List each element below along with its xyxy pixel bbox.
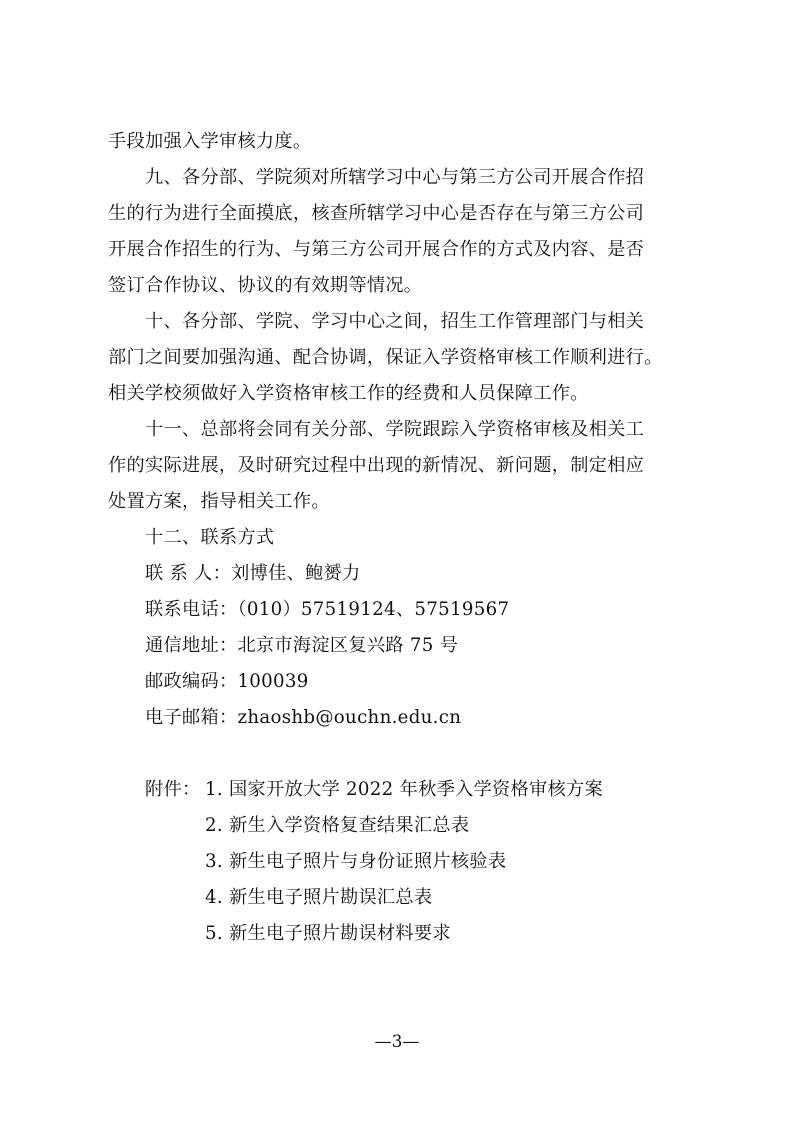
- text-line: 相关学校须做好入学资格审核工作的经费和人员保障工作。: [108, 383, 589, 404]
- text-line: 开展合作招生的行为、与第三方公司开展合作的方式及内容、是否: [108, 239, 645, 260]
- text-line: 手段加强入学审核力度。: [108, 131, 312, 152]
- text-line: 生的行为进行全面摸底，核查所辖学习中心是否存在与第三方公司: [108, 203, 645, 224]
- attachment-item: 2. 新生入学资格复查结果汇总表: [205, 815, 470, 836]
- contact-person: 联 系 人：刘博佳、鲍赟力: [145, 563, 361, 584]
- text-line: 作的实际进展，及时研究过程中出现的新情况、新问题，制定相应: [108, 455, 645, 476]
- paragraph-11-start: 十一、总部将会同有关分部、学院跟踪入学资格审核及相关工: [145, 419, 645, 440]
- text-line: 处置方案，指导相关工作。: [108, 491, 330, 512]
- text-line: 部门之间要加强沟通、配合协调，保证入学资格审核工作顺利进行。: [108, 347, 663, 368]
- contact-address: 通信地址：北京市海淀区复兴路 75 号: [145, 635, 459, 656]
- attachment-item: 1. 国家开放大学 2022 年秋季入学资格审核方案: [205, 779, 603, 800]
- page-number: —3—: [374, 1032, 420, 1052]
- contact-postcode: 邮政编码：100039: [145, 671, 309, 692]
- contact-heading: 十二、联系方式: [145, 527, 275, 548]
- contact-email: 电子邮箱：zhaoshb@ouchn.edu.cn: [145, 707, 462, 728]
- text-line: 签订合作协议、协议的有效期等情况。: [108, 275, 423, 296]
- attachment-item: 5. 新生电子照片勘误材料要求: [205, 923, 451, 944]
- attachments-label: 附件：: [145, 779, 201, 800]
- contact-phone: 联系电话：（010）57519124、57519567: [145, 599, 510, 620]
- paragraph-9-start: 九、各分部、学院须对所辖学习中心与第三方公司开展合作招: [145, 167, 645, 188]
- paragraph-10-start: 十、各分部、学院、学习中心之间，招生工作管理部门与相关: [145, 311, 645, 332]
- attachment-item: 3. 新生电子照片与身份证照片核验表: [205, 851, 507, 872]
- attachment-item: 4. 新生电子照片勘误汇总表: [205, 887, 433, 908]
